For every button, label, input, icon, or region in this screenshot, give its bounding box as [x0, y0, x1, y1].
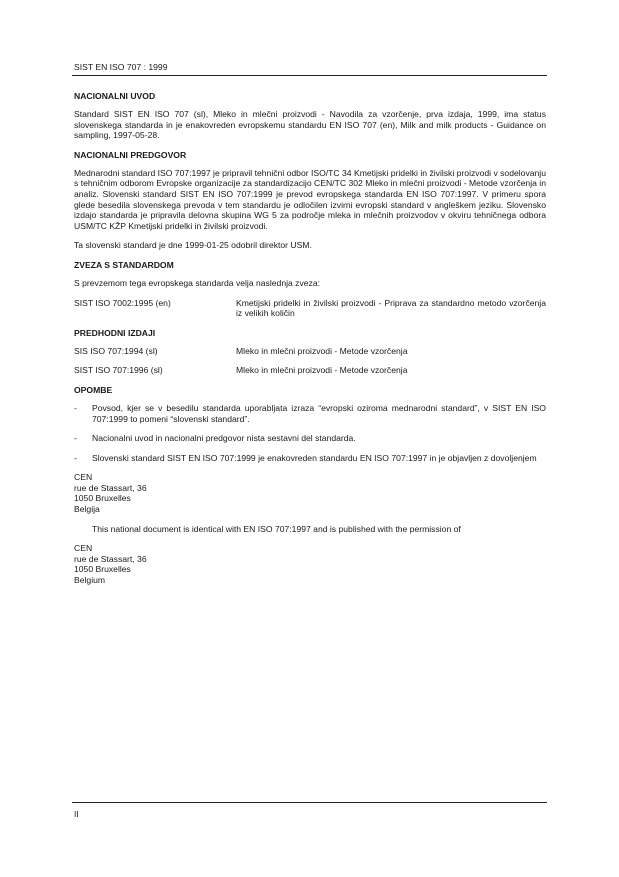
izdaji-row-desc: Mleko in mlečni proizvodi - Metode vzorčenja: [236, 365, 408, 376]
note-text: Povsod, kjer se v besedilu standarda uporabljata izraza “evropski oziroma mednarodni standard”, v SIST EN ISO 707:1999 to pomeni “slovenski standard”.: [92, 402, 546, 424]
note-item: [74, 453, 546, 464]
predgovor-paragraph-1: Mednarodni standard ISO 707:1997 je pripravil tehnični odbor ISO/TC 34 Kmetijski pridelki in živilski proizvodi v sodelovanju s tehničnim odborom Evropske organizacije za standardizacijo CEN/TC 302 Mleko in mlečni proizvodi - Metode vzorčenja in analiz. Slovenski standard SIST EN ISO 707:1999 je prevod evropskega standarda EN ISO 707:1997. V primeru spora glede besedila slovenskega prevoda v tem standardu je odločilen izvirni evropski standard v angleškem jeziku. Slovensko izdajo standarda je pripravila delovna skupina WG 5 za področje mleka in mlečnih proizvodov v okviru tehničnega odbora USM/TC KŽP Kmetijski pridelki in živilski proizvodi.: [74, 167, 546, 231]
address-line: rue de Stassart, 36: [74, 482, 147, 493]
note-text: Nacionalni uvod in nacionalni predgovor nista sestavni del standarda.: [92, 433, 356, 444]
address-line: CEN: [74, 472, 93, 483]
section-title-zveza: ZVEZA S STANDARDOM: [74, 259, 174, 270]
note-item: [74, 433, 546, 444]
izdaji-row-desc: Mleko in mlečni proizvodi - Metode vzorčenja: [236, 345, 408, 356]
header-doc-id: SIST EN ISO 707 : 1999: [74, 62, 168, 72]
section-title-predgovor: NACIONALNI PREDGOVOR: [74, 149, 187, 160]
document-body: [74, 91, 546, 595]
predgovor-paragraph-2: Ta slovenski standard je dne 1999-01-25 odobril direktor USM.: [74, 240, 312, 251]
header-rule: [72, 75, 547, 76]
address-line: 1050 Bruxelles: [74, 493, 131, 504]
address-line: Belgium: [74, 575, 106, 586]
section-title-uvod: NACIONALNI UVOD: [74, 91, 156, 101]
address-block-sl: [74, 472, 546, 514]
uvod-paragraph: Standard SIST EN ISO 707 (sl), Mleko in mlečni proizvodi - Navodila za vzorčenje, prva izdaja, 1999, ima status slovenskega standarda in je enakovreden evropskemu standardu EN ISO 707 (en), Milk and milk products - Guidance on sampling, 1997-05-28.: [74, 109, 546, 141]
footer-rule: [72, 802, 547, 803]
english-note: This national document is identical with EN ISO 707:1997 and is published with the permission of: [92, 523, 461, 534]
note-dash: -: [74, 452, 77, 463]
address-line: Belgija: [74, 504, 100, 515]
address-line: 1050 Bruxelles: [74, 564, 131, 575]
note-dash: -: [74, 433, 77, 444]
page-number: II: [74, 809, 79, 819]
izdaji-row-code: SIS ISO 707:1994 (sl): [74, 345, 158, 356]
zveza-row: [74, 298, 546, 319]
note-dash: -: [74, 402, 77, 413]
note-text: Slovenski standard SIST EN ISO 707:1999 je enakovreden standardu EN ISO 707:1997 in je objavljen z dovoljenjem: [92, 452, 537, 463]
address-line: rue de Stassart, 36: [74, 553, 147, 564]
zveza-row-desc: Kmetijski pridelki in živilski proizvodi - Priprava za standardno metodo vzorčenja iz velikih količin: [236, 297, 546, 319]
section-title-opombe: OPOMBE: [74, 384, 113, 395]
zveza-intro: S prevzemom tega evropskega standarda velja naslednja zveza:: [74, 277, 321, 288]
note-item: [74, 403, 546, 424]
izdaji-row: [74, 365, 546, 376]
izdaji-row-code: SIST ISO 707:1996 (sl): [74, 365, 163, 376]
address-block-en: [74, 543, 546, 585]
zveza-row-code: SIST ISO 7002:1995 (en): [74, 297, 171, 308]
section-title-izdaji: PREDHODNI IZDAJI: [74, 327, 156, 338]
address-line: CEN: [74, 543, 93, 554]
izdaji-row: [74, 346, 546, 357]
